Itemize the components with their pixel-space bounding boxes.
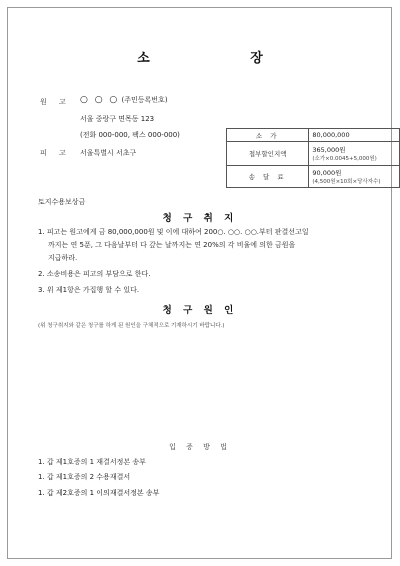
defendant-name: 서울특별시 서초구 [80, 149, 137, 157]
fee-header: 소 가 [227, 129, 309, 142]
plaintiff-address: 서울 중랑구 면목동 123 [80, 115, 155, 123]
claim-item-text: 피고는 원고에게 금 80,000,000원 및 이에 대하여 200○. ○○. ○○.부터 판결선고일 [46, 228, 309, 236]
fee-table [226, 128, 400, 188]
fee-note: (4,500원×10회×당사자수) [312, 179, 381, 185]
plaintiff-id-note: (주민등록번호) [121, 96, 168, 104]
case-name: 토지수용보상금 [38, 198, 86, 206]
claim-item-number: 3. [38, 286, 45, 294]
claim-cause-heading: 청 구 원 인 [162, 305, 238, 316]
evidence-heading: 입 증 방 법 [169, 443, 231, 451]
document-title: 소 장 [137, 51, 311, 66]
claim-item-2 [38, 268, 151, 280]
plaintiff-name-line [80, 95, 168, 105]
claim-item-text-cont: 지급하라. [48, 254, 78, 262]
fee-value: 90,000원 [312, 169, 342, 177]
claim-item-1 [38, 226, 309, 238]
claim-item-3 [38, 284, 139, 296]
fee-row [227, 166, 400, 188]
plaintiff-label: 원 고 [40, 98, 71, 106]
evidence-item: 1. 갑 제1호증의 2 수용재결서 [38, 473, 131, 481]
claim-item-text: 위 제1항은 가집행 할 수 있다. [46, 286, 140, 294]
fee-value: 365,000원 [312, 146, 346, 154]
evidence-item: 1. 갑 제1호증의 1 재결서정본 송부 [38, 458, 146, 466]
fee-value-cell [309, 166, 400, 188]
fee-header: 첩부할인지액 [227, 142, 309, 166]
fee-value: 80,000,000 [309, 129, 400, 142]
claim-item-number: 1. [38, 228, 45, 236]
claim-purpose-heading: 청 구 취 지 [162, 213, 238, 224]
evidence-item: 1. 갑 제2호증의 1 이의재결서정본 송부 [38, 489, 160, 497]
claim-cause-note: (위 청구취지와 같은 청구를 하게 된 원인을 구체적으로 기재하시기 바랍니다.) [38, 323, 225, 329]
fee-header: 송 달 료 [227, 166, 309, 188]
plaintiff-contact: (전화 000-000, 팩스 000-000) [80, 131, 180, 139]
fee-value-cell [309, 142, 400, 166]
claim-item-number: 2. [38, 270, 45, 278]
fee-note: (소가×0.0045+5,000원) [312, 156, 377, 162]
claim-item-text: 소송비용은 피고의 부담으로 한다. [46, 270, 151, 278]
fee-row [227, 129, 400, 142]
plaintiff-name: ○ ○ ○ [80, 95, 120, 105]
claim-item-text-cont: 까지는 연 5푼, 그 다음날부터 다 갚는 날까지는 연 20%의 각 비율에 의한 금원을 [48, 241, 296, 249]
fee-row [227, 142, 400, 166]
defendant-label: 피 고 [40, 149, 71, 157]
